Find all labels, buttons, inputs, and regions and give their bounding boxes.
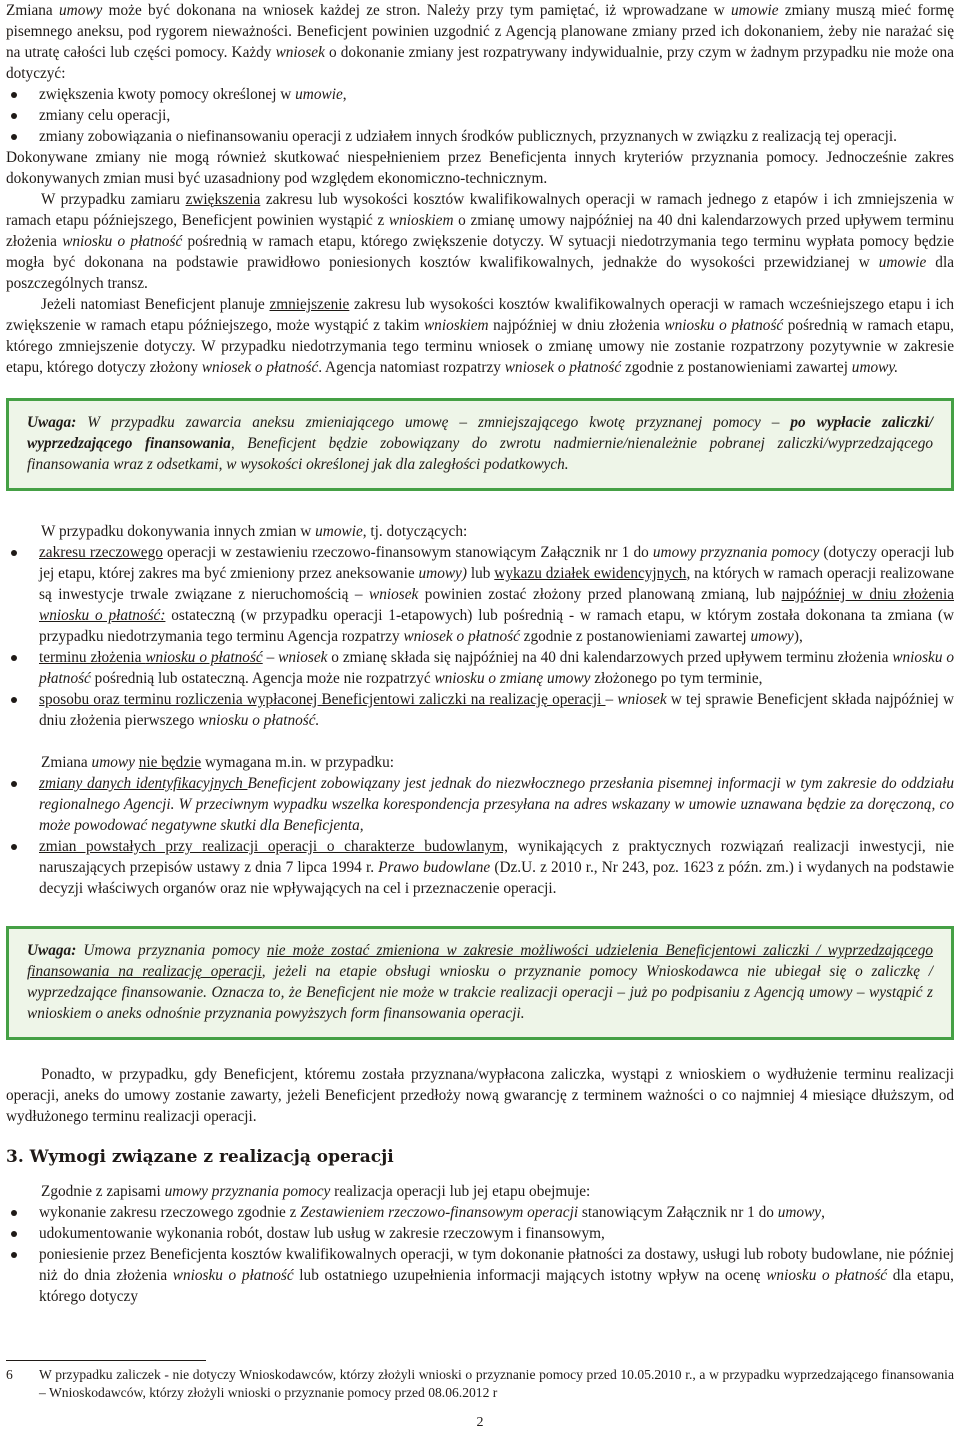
footnote-number: 6 [6, 1367, 13, 1382]
text-run: umowy [91, 754, 135, 771]
text-run: w tej sprawie [666, 691, 754, 708]
text-run: zmian powstałych przy realizacji operacji o charakterze budowlanym, [39, 838, 508, 855]
list-item [6, 84, 954, 105]
warning-text [27, 412, 933, 475]
text-run: , jeżeli na etapie obsługi wniosku o przyznanie pomocy Wnioskodawca nie ubiegał się o zaliczkę / wyprzedzające finansowanie. Oznacza to, że Beneficjent nie może w trakcie realizacji operacji – już po podpisaniu z Agencją umowy – wystąpić z wnioskiem o aneks odnośnie przyznania powyższych form finansowania operacji. [27, 963, 933, 1022]
text-run: zgodnie z postanowieniami zawartej [621, 359, 852, 376]
text-run: zakresu lub wysokości kosztów kwalifikowalnych operacji w ramach wcześniejszego etapu i ich zwiększenie w ramach etapu późniejszego, może wystąpić z takim [6, 296, 955, 334]
list-item [6, 689, 954, 731]
text-run: W przypadku zamiaru [41, 191, 186, 208]
text-run: , [342, 86, 347, 103]
text-run: , na których w ramach operacji realizowane są inwestycje trwale związane z nieruchomością – [39, 565, 955, 603]
bullet-icon [11, 1231, 17, 1237]
bullet-icon [11, 697, 17, 703]
text-run: wniosek o płatność [201, 359, 319, 376]
text-run: lub [466, 565, 495, 582]
text-run: o dokonanie zmiany jest rozpatrywany indywidualnie, przy czym w żadnym przypadku nie może ona dotyczyć: [6, 44, 954, 82]
text-run: złożonego po tym terminie, [590, 670, 763, 687]
warning-label: Uwaga: [27, 414, 77, 431]
text-run: zwiększenia [185, 191, 261, 208]
text-run: stanowiącym Załącznik nr 1 do [578, 1204, 778, 1221]
text-run: o zmianę składa się najpóźniej na 40 dni kalendarzowych przed upływem terminu złożenia [327, 649, 893, 666]
bullet-icon [11, 781, 17, 787]
text-run: wniosek [275, 44, 325, 61]
text-run: . Agencja natomiast rozpatrzy [318, 359, 505, 376]
text-run: Umowa przyznania pomocy [76, 942, 267, 959]
text-run: wniosku o zmianę umowy [434, 670, 591, 687]
text-run: wniosku o płatność [172, 1267, 294, 1284]
page-number: 2 [476, 1415, 484, 1430]
text-run: wniosek o płatność [504, 359, 622, 376]
text-run: wniosku o płatność. [198, 712, 320, 729]
list-item [6, 542, 954, 647]
text-run: umowie [878, 254, 927, 271]
text-run: nie będzie [138, 754, 202, 771]
text-run: (dotyczy operacji lub jej etapu, której zakres ma być zmieniony przez aneksowanie [39, 544, 954, 582]
text-run: wniosku o płatność [145, 649, 263, 666]
bullet-icon [11, 92, 17, 98]
text-run: W przypadku dokonywania innych zmian w [41, 523, 316, 540]
list-item [6, 126, 954, 147]
text-run: Jeżeli natomiast Beneficjent planuje [41, 296, 270, 313]
text-run: umowy. [851, 359, 899, 376]
list-requirements [6, 1202, 954, 1307]
footnote-divider [6, 1360, 206, 1361]
text-run: dla etapu, którego dotyczy [39, 1267, 954, 1305]
text-run: wniosku o płatność [62, 233, 183, 250]
list-other-changes [6, 542, 954, 731]
list-no-amendment [6, 773, 954, 899]
warning-box-no-advance-change [6, 926, 954, 1040]
text-run: wnioskiem [423, 317, 489, 334]
text-run: zakresu lub wysokości kosztów kwalifikowalnych operacji w ramach jednego z etapów i ich zmniejszenia w ramach etapu późniejszego, Beneficjent powinien wystąpić z [6, 191, 954, 229]
paragraph-no-amendment [6, 752, 954, 773]
footnote [6, 1366, 954, 1402]
text-run: Zestawieniem rzeczowo-finansowym operacji [300, 1204, 579, 1221]
text-run: zgodnie z postanowieniami zawartej [519, 628, 751, 645]
text-run: udokumentowanie wykonania robót, dostaw lub usług w zakresie rzeczowym i finansowym, [39, 1225, 605, 1242]
text-run: sposobu oraz terminu rozliczenia wypłaconej Beneficjentowi zaliczki na realizację operacji [39, 691, 606, 708]
document-page [6, 0, 955, 1430]
text-run: wymagana m.in. w przypadku: [201, 754, 395, 771]
text-run: pośrednią w ramach etapu, którego zmniejszenie dotyczy. W przypadku niedotrzymania tego terminu wniosek o zmianę umowy nie zostanie rozpatrzony pozytywnie w zakresie etapu, którego dotyczy złożony [6, 317, 955, 376]
text-run: wniosku o płatność [664, 317, 784, 334]
warning-text [27, 940, 933, 1024]
text-run: – [262, 649, 279, 666]
text-run: lub ostatniego uzupełnienia informacji mających istotny wpływ na ocenę [293, 1267, 767, 1284]
text-run: , Beneficjent będzie zobowiązany do zwrotu nadmiernie/nienależnie pobranej zaliczki/wyprzedzającego finansowania wraz z odsetkami, w wysokości określonej jak dla zaległości podatkowych. [27, 435, 933, 473]
text-run: wniosku o płatność [766, 1267, 888, 1284]
text-run: pośrednią w ramach etapu, którego zwiększenie dotyczy. W sytuacji niedotrzymania tego terminu wypłata pomocy będzie mogła być dokonana na podstawie prawidłowo poniesionych kosztów kwalifikowalnych, jednakże do wysokości przewidzianej w [6, 233, 954, 271]
text-run: umowy przyznania pomocy [652, 544, 820, 561]
text-run: wniosku o płatność [39, 649, 954, 687]
paragraph-guarantee: Ponadto, w przypadku, gdy Beneficjent, któremu została przyznana/wypłacona zaliczka, wystąpi z wnioskiem o wydłużenie terminu realizacji operacji, aneks do umowy zostanie zawarty, jeżeli Beneficjent przedłoży nową gwarancję z terminem ważności o co najmniej 4 miesiące dłuższym, od wydłużonego terminu realizacji operacji. [6, 1066, 954, 1125]
bullet-icon [11, 134, 17, 140]
text-run: Zmiana [41, 754, 92, 771]
section-heading: 3. Wymogi związane z realizacją operacji [6, 1147, 394, 1167]
text-run: W przypadku zawarcia aneksu zmieniającego umowę – zmniejszającego kwotę przyznanej pomocy – [76, 414, 791, 431]
text-run: umowy [777, 1204, 822, 1221]
text-run: umowie [730, 2, 779, 19]
text-run: umowy) [418, 565, 467, 582]
bullet-icon [11, 113, 17, 119]
text-run: – [605, 691, 618, 708]
text-run: wykazu działek ewidencyjnych [494, 565, 687, 582]
text-run: operacji w zestawieniu rzeczowo-finansowym stanowiącym Załącznik nr 1 do [162, 544, 653, 561]
text-run: poniesienie przez Beneficjenta kosztów kwalifikowalnych operacji, w tym dokonanie płatności za dostawy, usługi lub roboty budowlane, nie później niż do dnia złożenia [39, 1246, 954, 1284]
text-run: zakresu rzeczowego [39, 544, 163, 561]
text-run: realizacja operacji lub jej etapu obejmuje: [330, 1183, 591, 1200]
bullet-icon [11, 844, 17, 850]
text-run: o zmianę umowy najpóźniej na 40 dni kalendarzowych przed upływem terminu złożenia [6, 212, 954, 250]
paragraph-criteria: Dokonywane zmiany nie mogą również skutkować niespełnieniem przez Beneficjenta innych kryteriów przyznania pomocy. Jednocześnie zakres dokonywanych zmian musi być uzasadniony pod względem ekonomiczno-technicznym. [6, 149, 954, 187]
paragraph-decrease [6, 294, 954, 378]
bullet-icon [11, 655, 17, 661]
text-run: najpóźniej w dniu złożenia [488, 317, 665, 334]
list-item [6, 647, 954, 689]
text-run: Zgodnie z zapisami [41, 1183, 165, 1200]
text-run: pośrednią lub ostateczną. Agencja może nie rozpatrzyć [90, 670, 435, 687]
text-run: , [821, 1204, 825, 1221]
text-run: umowy [750, 628, 794, 645]
list-item [6, 773, 954, 836]
paragraph-requirements [6, 1181, 954, 1202]
text-run: umowy [59, 2, 103, 19]
text-run: zmiany zobowiązania o niefinansowaniu operacji z udziałem innych środków publicznych, przyznanych w związku z realizacją tej operacji. [39, 128, 897, 145]
text-run: Prawo budowlane [378, 859, 491, 876]
text-run: umowie [295, 86, 343, 103]
list-item [6, 105, 954, 126]
text-run: Beneficjent składa najpóźniej w dniu złożenia pierwszego [39, 691, 954, 729]
warning-label: Uwaga: [27, 942, 77, 959]
paragraph-increase [6, 189, 954, 294]
text-run: zwiększenia kwoty pomocy określonej w [39, 86, 296, 103]
text-run: ostateczną (w przypadku operacji 1-etapowych) lub pośrednią - w ramach etapu, w którym została dokonana ta zmiana (w przypadku niedotrzymania tego terminu Agencja rozpatrzy [39, 607, 955, 645]
text-run: terminu złożenia [39, 649, 146, 666]
footnote-text: W przypadku zaliczek - nie dotyczy Wnioskodawców, którzy złożyli wnioski o przyznanie pomocy przed 10.05.2010 r., a w przypadku wyprzedzającego finansowania – Wnioskodawców, którzy złożyli wnioski o przyznanie pomocy przed 08.06.2012 r [39, 1367, 954, 1400]
text-run: wniosku o płatność: [39, 607, 166, 624]
text-run: zmniejszenie [269, 296, 350, 313]
text-run: może być dokonana na wniosek każdej ze stron. Należy przy tym pamiętać, iż wprowadzane w [102, 2, 731, 19]
list-item [6, 1202, 954, 1223]
list-item [6, 1223, 954, 1244]
bullet-icon [11, 550, 17, 556]
text-run: wniosek [369, 586, 419, 603]
text-run: wniosek [278, 649, 328, 666]
text-run: dla poszczególnych transz. [6, 254, 954, 292]
text-run: Beneficjent zobowiązany jest jednak do niezwłocznego przesłania pisemnej informacji w tym zakresie do oddziału regionalnego Agencji. W przeciwnym wypadku wszelka korespondencja przesyłana na adres wskazany w umowie uznawana będzie za doręczoną, co może powodować negatywne skutki dla Beneficjenta, [39, 775, 954, 834]
text-run: wnioskiem [388, 212, 454, 229]
text-run: ), [793, 628, 803, 645]
text-run: zmiany celu operacji, [39, 107, 171, 124]
text-run: wniosek [617, 691, 667, 708]
text-run: nie może zostać zmieniona w zakresie możliwości udzielenia Beneficjentowi zaliczki / wyprzedzającego finansowania na realizację operacji [27, 942, 933, 980]
text-run: , tj. dotyczących: [362, 523, 468, 540]
paragraph-other-changes [6, 521, 954, 542]
text-run: po wypłacie zaliczki/ wyprzedzającego finansowania [27, 414, 934, 452]
bullet-icon [11, 1252, 17, 1258]
text-run: umowie [315, 523, 363, 540]
text-run: zmiany danych identyfikacyjnych [39, 775, 248, 792]
list-item [6, 836, 954, 899]
text-run: (Dz.U. z 2010 r., Nr 243, poz. 1623 z późn. zm.) i wydanych na podstawie decyzji właściwych organów oraz nie wpływających na cel i przeznaczenie operacji. [39, 859, 954, 897]
text-run: Zmiana [6, 2, 59, 19]
text-run: wykonanie zakresu rzeczowego zgodnie z [39, 1204, 301, 1221]
text-run: umowy przyznania pomocy [164, 1183, 331, 1200]
text-run: powinien zostać złożony przed planowaną zmianą, lub [418, 586, 782, 603]
list-item [6, 1244, 954, 1307]
text-run: najpóźniej w dniu złożenia [781, 586, 954, 603]
text-run: wniosek o płatność [403, 628, 520, 645]
paragraph-amendment-rules [6, 0, 954, 84]
list-prohibited-changes [6, 84, 954, 147]
text-run: wynikających z praktycznych rozwiązań realizacji inwestycji, nie naruszających przepisów ustawy z dnia 7 lipca 1994 r. [39, 838, 954, 876]
warning-box-advance-refund [6, 398, 954, 491]
text-run: zmiany muszą mieć formę pisemnego aneksu, pod rygorem nieważności. Beneficjent powinien uzgodnić z Agencją planowane zmiany przed ich dokonaniem, żeby nie narażać się na utratę całości lub części pomocy. Każdy [6, 2, 955, 61]
bullet-icon [11, 1210, 17, 1216]
